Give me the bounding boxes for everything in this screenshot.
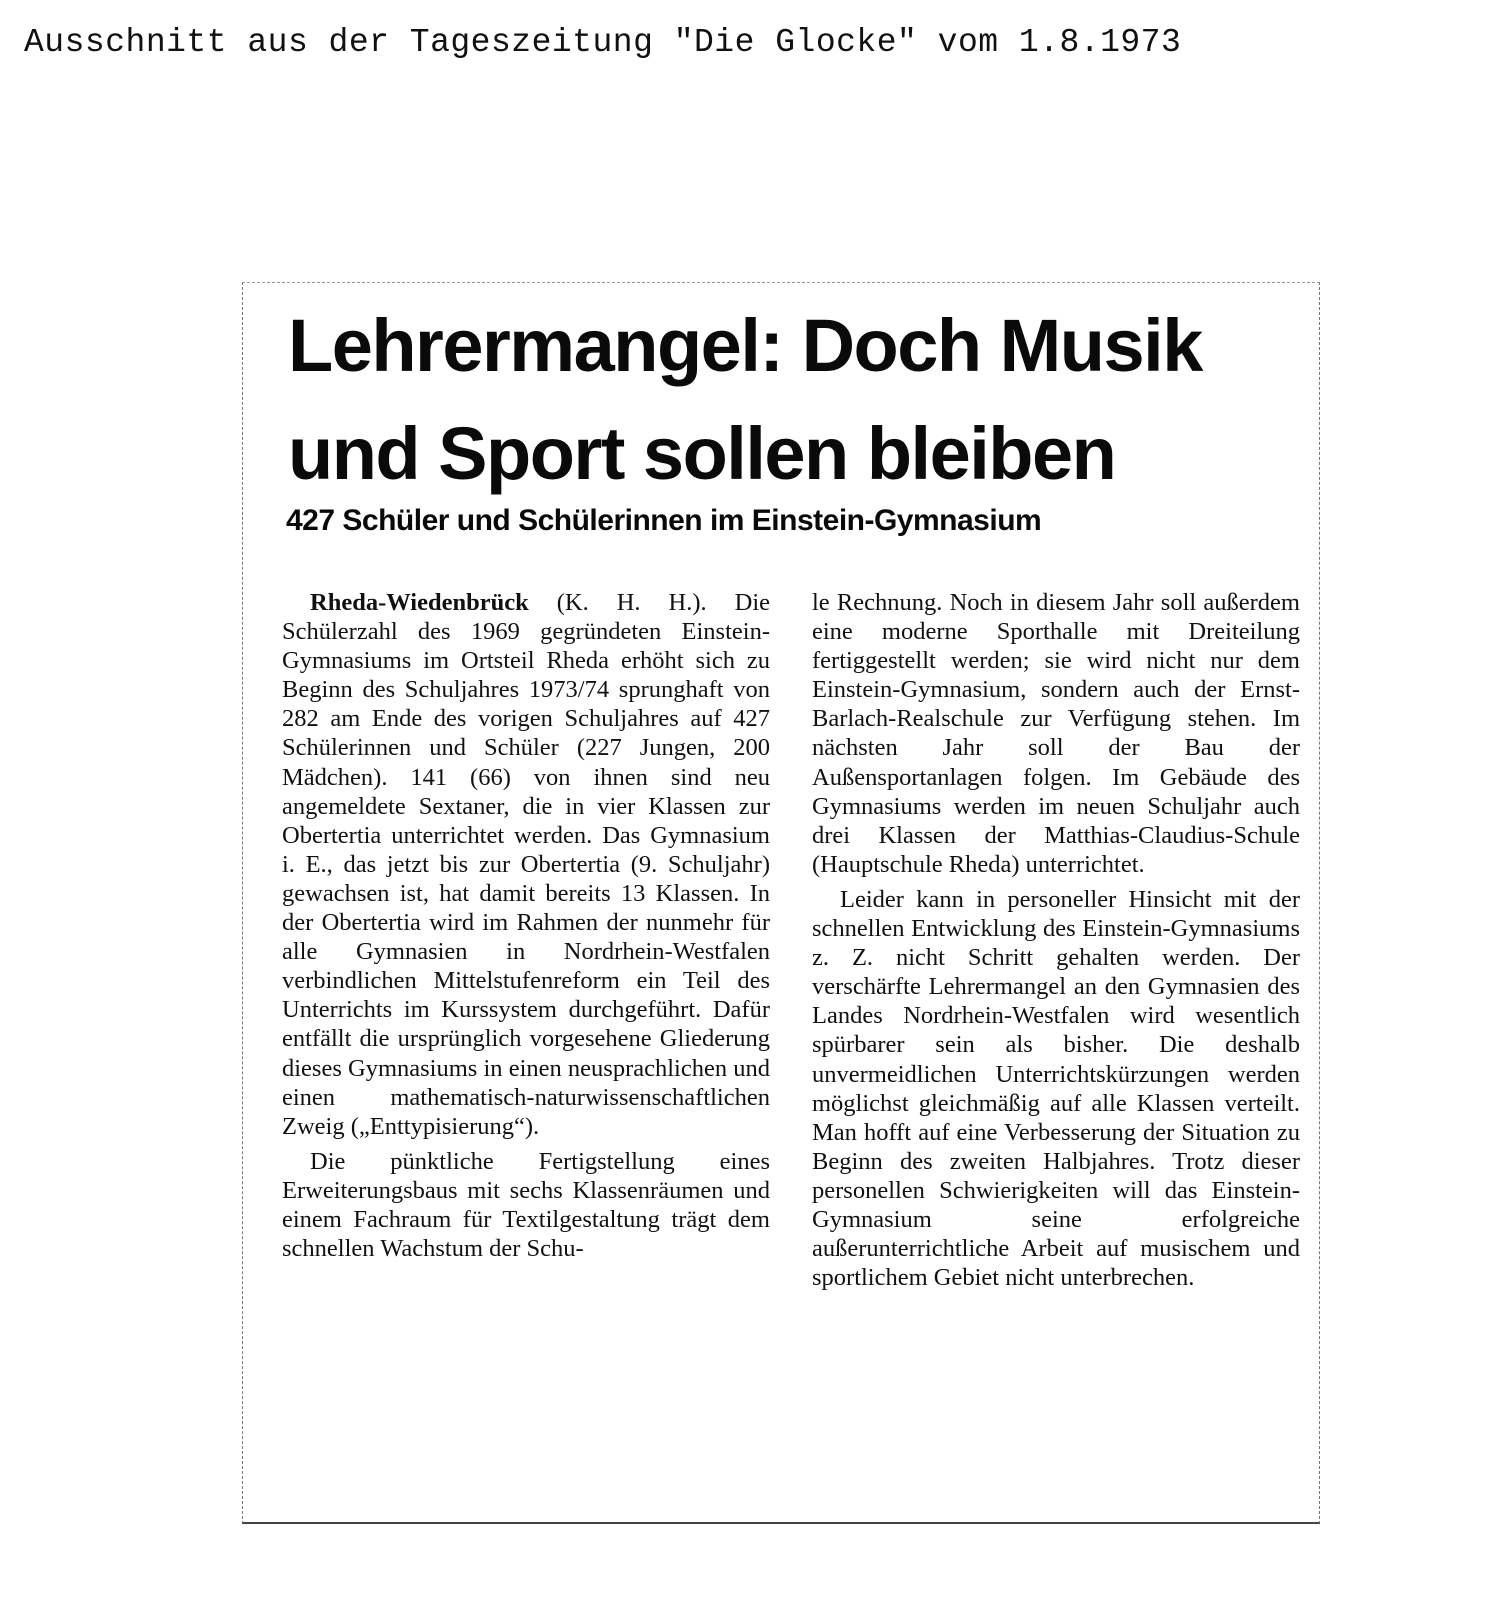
article-column-left [282,588,770,1263]
paragraph-2: Die pünktliche Fertigstellung eines Erweiterungsbaus mit sechs Klassenräumen und einem Fachraum für Textilgestaltung trägt dem schnellen Wachstum der Schu- [282,1147,770,1263]
article-subheadline: 427 Schüler und Schülerinnen im Einstein-Gymnasium [286,504,1042,537]
paragraph-4: Leider kann in personeller Hinsicht mit der schnellen Entwicklung des Einstein-Gymnasiums z. Z. nicht Schritt gehalten werden. Der verschärfte Lehrermangel an den Gymnasien des Landes Nordrhein-Westfalen wird wesentlich spürbarer sein als bisher. Die deshalb unvermeidlichen Unterrichtskürzungen werden möglichst gleichmäßig auf alle Klassen verteilt. Man hofft auf eine Verbesserung der Situation zu Beginn des zweiten Halbjahres. Trotz dieser personellen Schwierigkeiten will das Einstein-Gymnasium seine erfolgreiche außerunterrichtliche Arbeit auf musischem und sportlichem Gebiet nicht unterbrechen. [812,885,1300,1292]
headline-line-1: Lehrermangel: Doch Musik [288,304,1202,387]
paragraph-1-text: Die Schülerzahl des 1969 gegründeten Einstein-Gymnasiums im Ortsteil Rheda erhöht sich zu Beginn des Schuljahres 1973/74 sprunghaft von 282 am Ende des vorigen Schuljahres auf 427 Schülerinnen und Schüler (227 Jungen, 200 Mädchen). 141 (66) von ihnen sind neu angemeldete Sextaner, die in vier Klassen zur Obertertia unterrichtet werden. Das Gymnasium i. E., das jetzt bis zur Obertertia (9. Schuljahr) gewachsen ist, hat damit bereits 13 Klassen. In der Obertertia wird im Rahmen der nunmehr für alle Gymnasien in Nordrhein-Westfalen verbindlichen Mittelstufenreform ein Teil des Unterrichts im Kurssystem durchgeführt. Dafür entfällt die ursprünglich vorgesehene Gliederung dieses Gymnasiums in einen neusprachlichen und einen mathematisch-naturwissenschaftlichen Zweig („Enttypisierung“). [282,589,770,1140]
byline: (K. H. H.). [528,589,735,616]
article-column-right [812,588,1300,1292]
paragraph-1 [282,588,770,1141]
clipping-caption: Ausschnitt aus der Tageszeitung "Die Glocke" vom 1.8.1973 [24,24,1182,61]
headline-line-2: und Sport sollen bleiben [288,412,1116,495]
dateline: Rheda-Wiedenbrück [310,589,529,616]
article-headline [288,292,1318,508]
paragraph-3: le Rechnung. Noch in diesem Jahr soll außerdem eine moderne Sporthalle mit Dreiteilung fertiggestellt werden; sie wird nicht nur dem Einstein-Gymnasium, sondern auch der Ernst-Barlach-Realschule zur Verfügung stehen. Im nächsten Jahr soll der Bau der Außensportanlagen folgen. Im Gebäude des Gymnasiums werden im neuen Schuljahr auch drei Klassen der Matthias-Claudius-Schule (Hauptschule Rheda) unterrichtet. [812,589,1300,878]
